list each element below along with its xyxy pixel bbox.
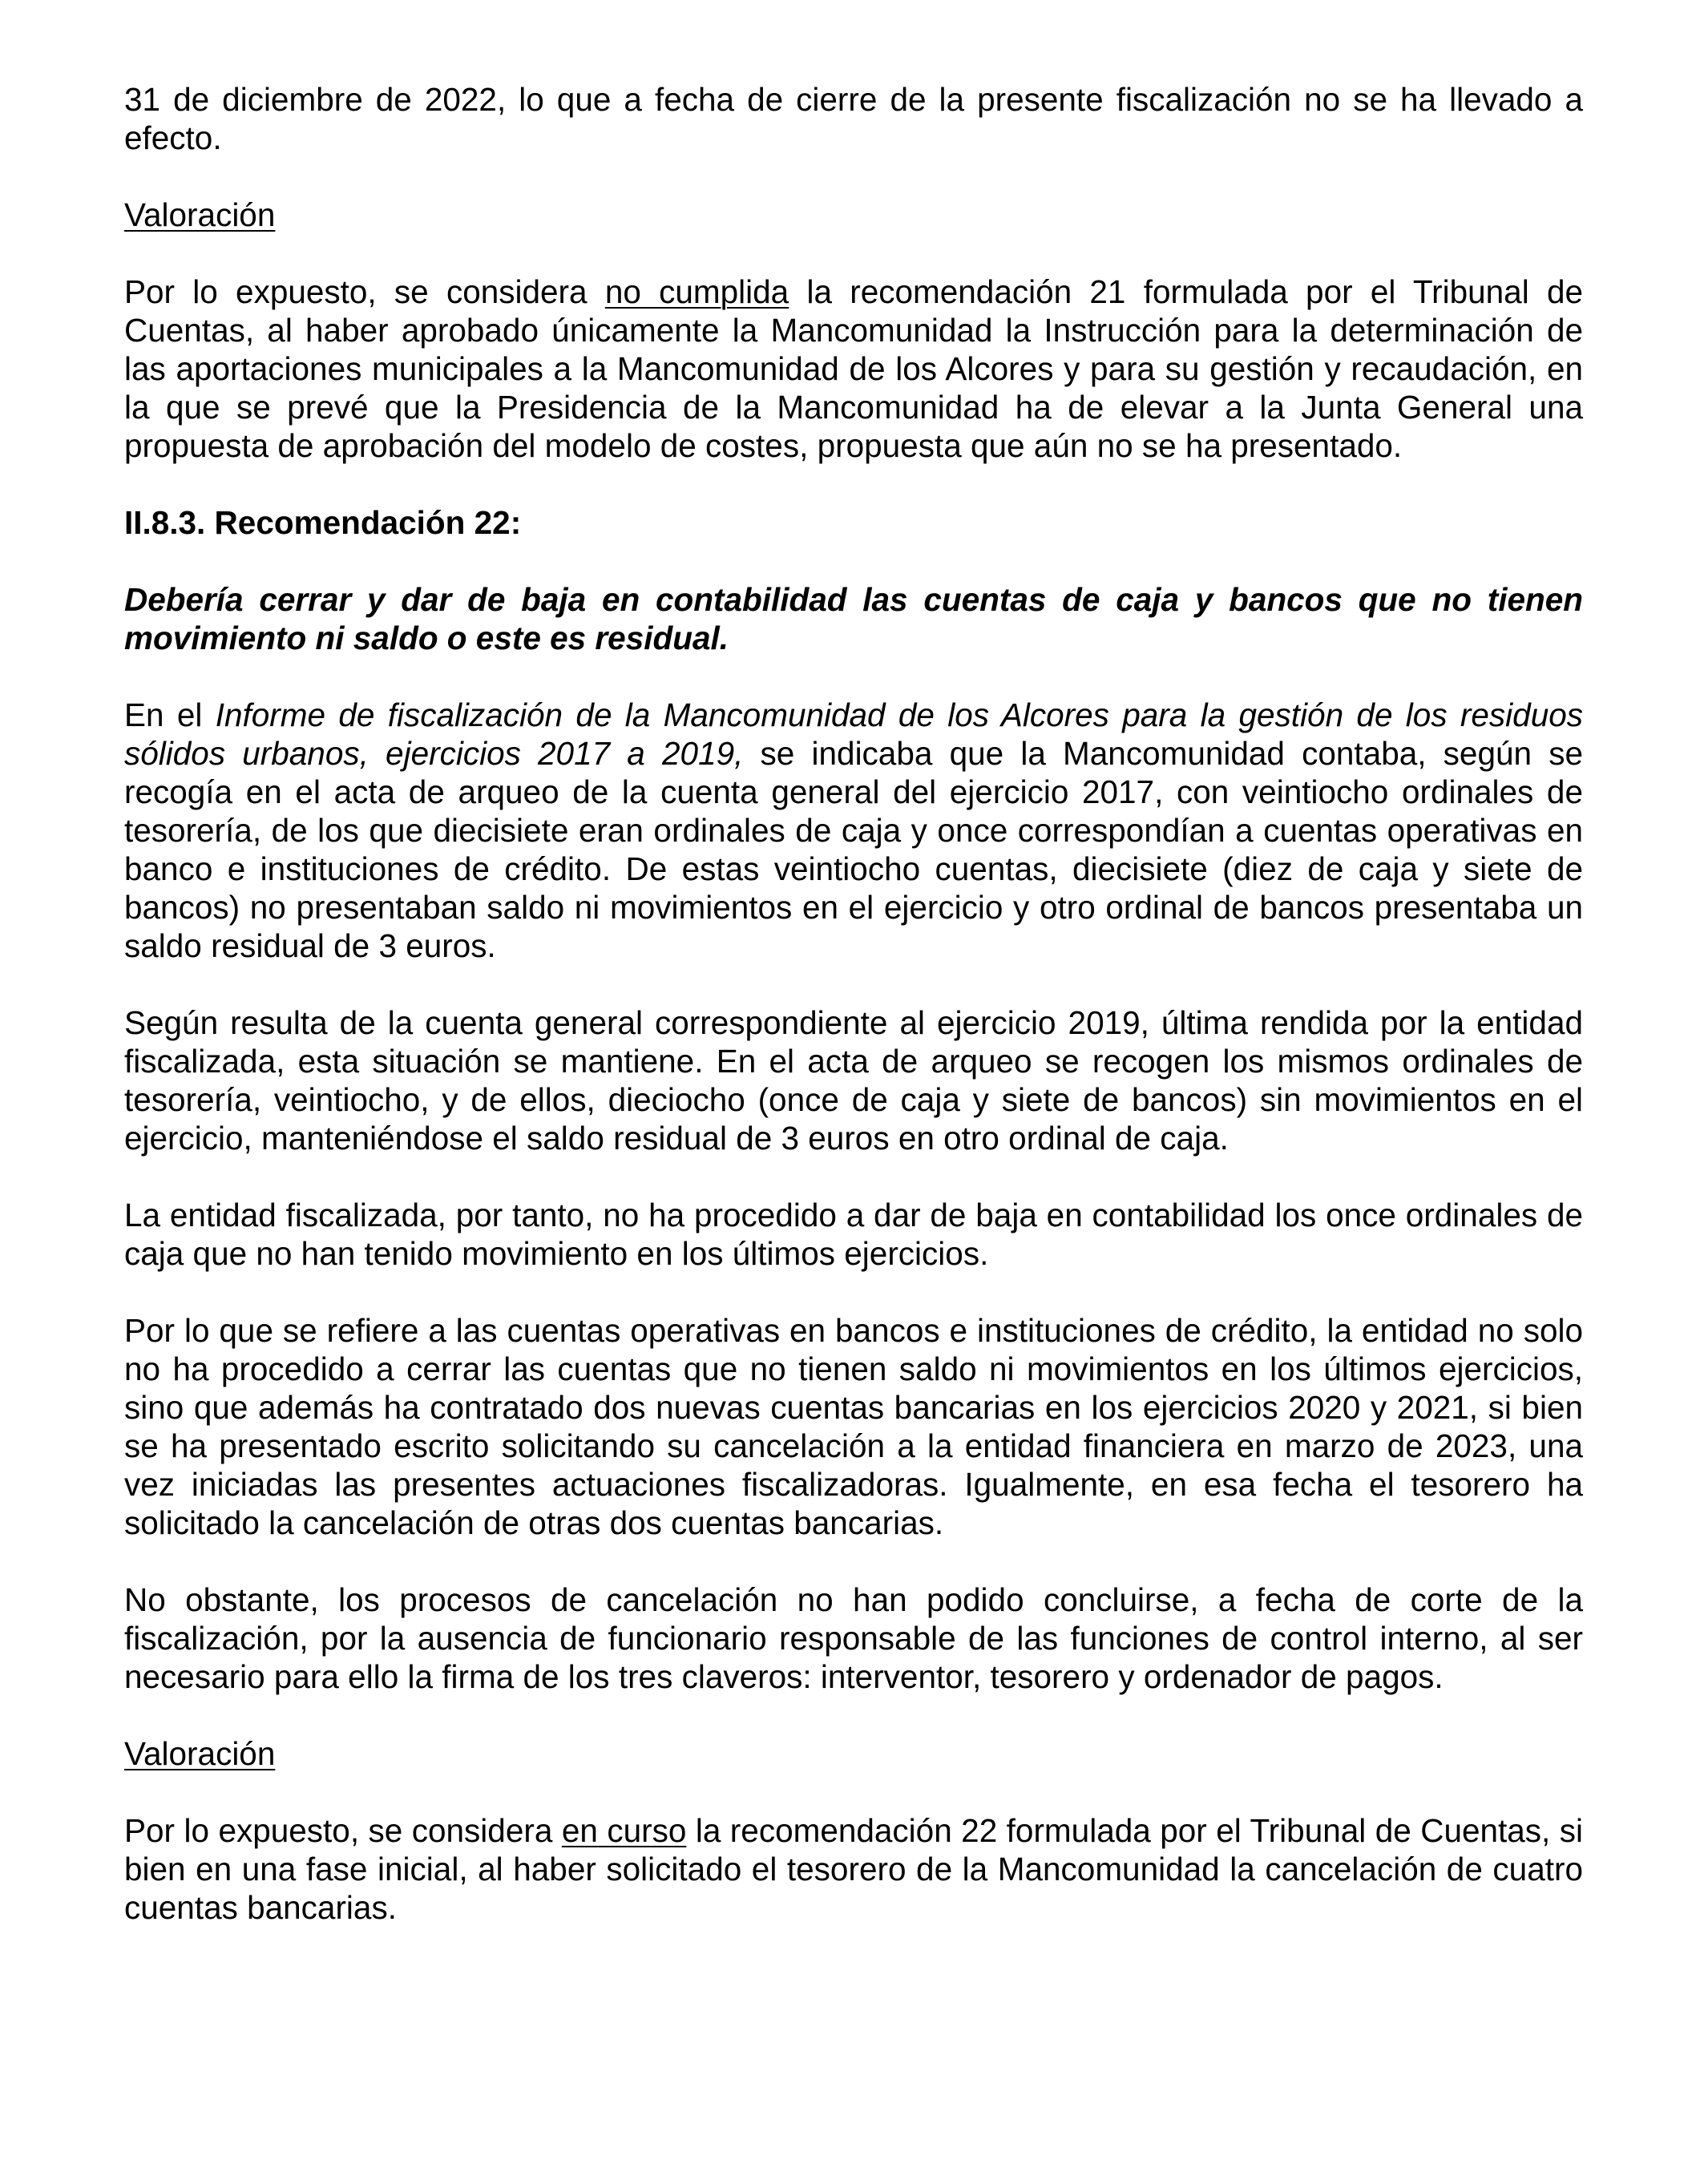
text-segment: la recomendación 22 formulada por el Tribunal de Cuentas, si bien en una fase inicial, al haber solicitado el tesorero de la Mancomunidad la cancelación de cuatro cuentas bancarias. <box>124 1812 1584 1926</box>
paragraph-cuentas-operativas: Por lo que se refiere a las cuentas operativas en bancos e instituciones de crédito, la entidad no solo no ha procedido a cerrar las cuentas que no tienen saldo ni movimientos en los últimos ejercicios, sino que además ha contratado dos nuevas cuentas bancarias en los ejercicios 2020 y 2021, si bien se ha presentado escrito solicitando su cancelación a la entidad financiera en marzo de 2023, una vez iniciadas las presentes actuaciones fiscalizadoras. Igualmente, en esa fecha el tesorero ha solicitado la cancelación de otras dos cuentas bancarias. <box>124 1312 1583 1541</box>
text-segment: En el <box>124 696 216 733</box>
status-no-cumplida: no cumplida <box>604 273 789 310</box>
text-segment: Por lo expuesto, se considera <box>124 1812 562 1849</box>
valoracion-heading-2 <box>124 1734 1583 1773</box>
recommendation-text: Debería cerrar y dar de baja en contabilidad las cuentas de caja y bancos que no tienen movimiento ni saldo o este es residual. <box>124 581 1583 656</box>
status-en-curso: en curso <box>561 1812 687 1849</box>
paragraph-valoracion-21 <box>124 272 1583 465</box>
valoracion-label-1: Valoración <box>124 196 276 233</box>
paragraph-intro: 31 de diciembre de 2022, lo que a fecha de cierre de la presente fiscalización no se ha llevado a efecto. <box>124 81 1583 156</box>
text-segment: se indicaba que la Mancomunidad contaba, según se recogía en el acta de arqueo de la cuenta general del ejercicio 2017, con veintiocho ordinales de tesorería, de los que diecisiete eran ordinales de caja y once correspondían a cuentas operativas en banco e instituciones de crédito. De estas veintiocho cuentas, diecisiete (diez de caja y siete de bancos) no presentaban saldo ni movimientos en el ejercicio y otro ordinal de bancos presentaba un saldo residual de 3 euros. <box>124 735 1583 964</box>
section-heading: II.8.3. Recomendación 22: <box>124 504 522 541</box>
report-title: Informe de fiscalización de la Mancomunidad de los Alcores para la gestión de los residuos sólidos urbanos, ejercicios 2017 a 2019, <box>124 696 1583 772</box>
paragraph-cuenta-general: Según resulta de la cuenta general correspondiente al ejercicio 2019, última rendida por la entidad fiscalizada, esta situación se mantiene. En el acta de arqueo se recogen los mismos ordinales de tesorería, veintiocho, y de ellos, dieciocho (once de caja y siete de bancos) sin movimientos en el ejercicio, manteniéndose el saldo residual de 3 euros en otro ordinal de caja. <box>124 1004 1583 1157</box>
valoracion-label-2: Valoración <box>124 1735 276 1772</box>
text-segment: la recomendación 21 formulada por el Tribunal de Cuentas, al haber aprobado únicamente la Mancomunidad la Instrucción para la determinación de las aportaciones municipales a la Mancomunidad de los Alcores y para su gestión y recaudación, en la que se prevé que la Presidencia de la Mancomunidad ha de elevar a la Junta General una propuesta de aprobación del modelo de costes, propuesta que aún no se ha presentado. <box>124 273 1583 464</box>
paragraph-informe <box>124 696 1583 965</box>
text-segment: Por lo expuesto, se considera <box>124 273 605 310</box>
paragraph-valoracion-22 <box>124 1811 1583 1927</box>
document-page <box>124 80 1583 1927</box>
paragraph-no-obstante: No obstante, los procesos de cancelación no han podido concluirse, a fecha de corte de la fiscalización, por la ausencia de funcionario responsable de las funciones de control interno, al ser necesario para ello la firma de los tres claveros: interventor, tesorero y ordenador de pagos. <box>124 1581 1583 1695</box>
valoracion-heading-1 <box>124 196 1583 234</box>
paragraph-entidad: La entidad fiscalizada, por tanto, no ha procedido a dar de baja en contabilidad los once ordinales de caja que no han tenido movimiento en los últimos ejercicios. <box>124 1197 1583 1272</box>
